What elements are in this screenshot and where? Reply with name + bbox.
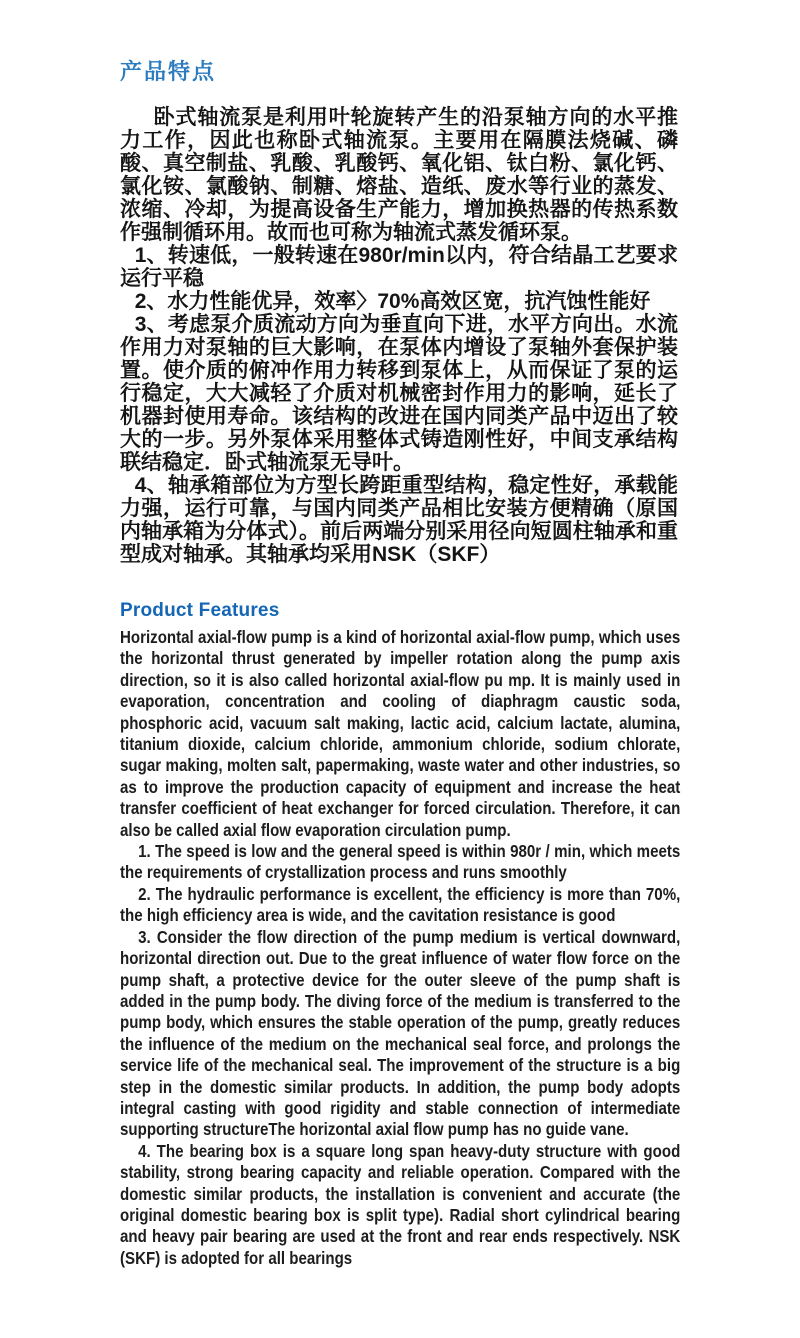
cn-feature-2: 2、水力性能优异，效率〉70%高效区宽，抗汽蚀性能好 (134, 290, 651, 313)
chinese-section-title: 产品特点 (120, 59, 217, 84)
chinese-paragraphs (120, 106, 678, 566)
cn-intro-paragraph: 卧式轴流泵是利用叶轮旋转产生的沿泵轴方向的水平推力工作，因此也称卧式轴流泵。主要用在隔膜法烧碱、磷酸、真空制盐、乳酸、乳酸钙、氧化铝、钛白粉、氯化钙、氯化铵、氯酸钠、制糖、熔盐、造纸、废水等行业的蒸发、浓缩、冷却，为提高设备生产能力，增加换热器的传热系数作强制循环用。故而也可称为轴流式蒸发循环泵。 (120, 106, 678, 244)
chinese-features-section (120, 55, 680, 566)
en-intro-paragraph: Horizontal axial-flow pump is a kind of horizontal axial-flow pump, which uses the horizontal thrust generated by impeller rotation along the pump axis direction, so it is also called horizontal axial-flow pu mp. It is mainly used in evaporation, concentration and cooling of diaphragm caustic soda, phosphoric acid, vacuum salt making, lactic acid, calcium lactate, alumina, titanium dioxide, calcium chloride, ammonium chloride, sodium chlorate, sugar making, molten salt, papermaking, waste water and other industries, so as to improve the production capacity of equipment and increase the heat transfer coefficient of heat exchanger for forced circulation. Therefore, it can also be called axial flow evaporation circulation pump. (120, 627, 681, 840)
english-section-title: Product Features (120, 600, 280, 621)
en-feature-1: 1. The speed is low and the general speed is within 980r / min, which meets the requirements of crystallization process and runs smoothly (120, 841, 681, 883)
en-feature-2: 2. The hydraulic performance is excellent, the efficiency is more than 70%, the high efficiency area is wide, and the cavitation resistance is good (120, 883, 681, 926)
english-paragraphs-wrapper (120, 627, 680, 1269)
english-features-section (120, 600, 680, 1269)
en-feature-3: 3. Consider the flow direction of the pump medium is vertical downward, horizontal direction out. Due to the great influence of water flow force on the pump shaft, a protective device for the outer sleeve of the pump shaft is added in the pump body. The diving force of the medium is transferred to the pump body, which ensures the stable operation of the pump, greatly reduces the influence of the medium on the mechanical seal force, and prolongs the service life of the mechanical seal. The improvement of the structure is a big step in the domestic similar products. In addition, the pump body adopts integral casting with good rigidity and stable connection of intermediate supporting structureThe horizontal axial flow pump has no guide vane. (120, 926, 681, 1140)
cn-feature-3: 3、考虑泵介质流动方向为垂直向下进，水平方向出。水流作用力对泵轴的巨大影响，在泵体内增设了泵轴外套保护装置。使介质的俯冲作用力转移到泵体上，从而保证了泵的运行稳定，大大减轻了介质对机械密封作用力的影响，延长了机器封使用寿命。该结构的改进在国内同类产品中迈出了较大的一步。另外泵体采用整体式铸造刚性好，中间支承结构联结稳定．卧式轴流泵无导叶。 (120, 313, 678, 474)
english-paragraphs (120, 627, 680, 1269)
en-feature-4: 4. The bearing box is a square long span heavy-duty structure with good stability, strong bearing capacity and reliable operation. Compared with the domestic similar products, the installation is convenient and accurate (the original domestic bearing box is split type). Radial short cylindrical bearing and heavy pair bearing are used at the front and rear ends respectively. NSK (SKF) is adopted for all bearings (120, 1140, 681, 1268)
cn-feature-1: 1、转速低，一般转速在980r/min以内，符合结晶工艺要求运行平稳 (120, 244, 678, 290)
cn-feature-4: 4、轴承箱部位为方型长跨距重型结构，稳定性好，承载能力强，运行可靠，与国内同类产品相比安装方便精确（原国内轴承箱为分体式）。前后两端分别采用径向短圆柱轴承和重型成对轴承。其轴承均采用NSK（SKF） (120, 474, 678, 566)
